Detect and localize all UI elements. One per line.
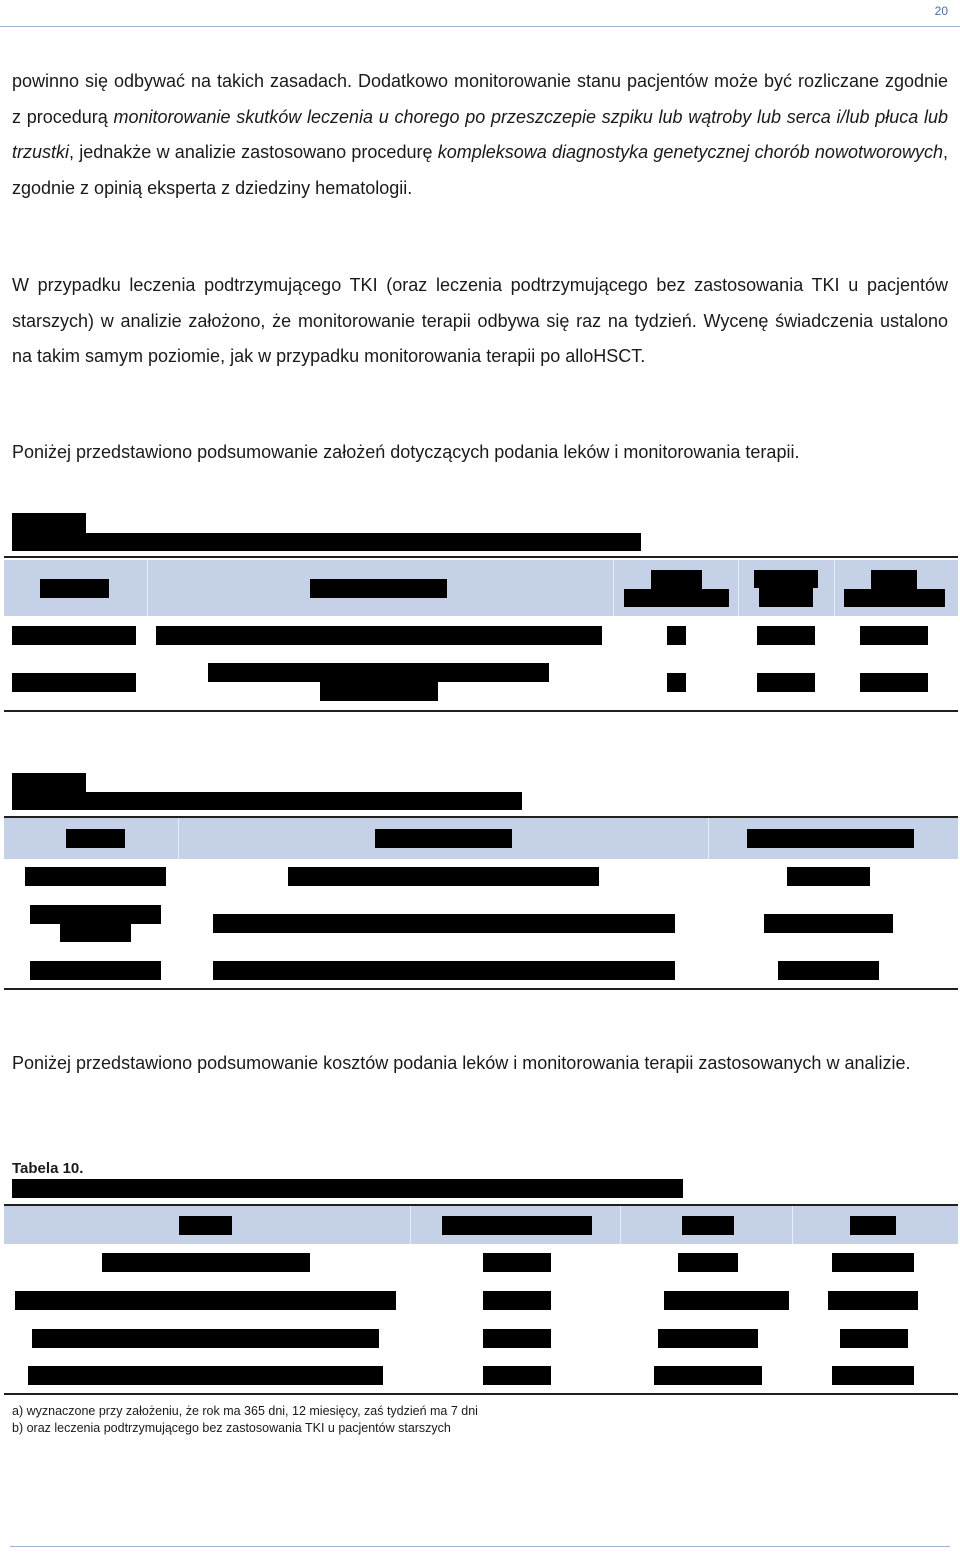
redacted-cell [664, 1291, 789, 1310]
redacted-cell [30, 905, 161, 924]
header-separator [792, 1206, 793, 1244]
header-separator [178, 818, 179, 859]
redacted-cell [15, 1291, 396, 1310]
table-10-caption: Tabela 10. [12, 1160, 84, 1177]
paragraph-tki-maintenance: W przypadku leczenia podtrzymującego TKI (oraz leczenia podtrzymującego bez zastosowania TKI u pacjentów starszych) w analizie założono, że monitorowanie terapii odbywa się raz na tydzień. Wycenę świadczenia ustalono na takim samym poziomie, jak w przypadku monitorowania terapii po alloHSCT. [12, 275, 948, 366]
redacted-cell [213, 914, 675, 933]
header-rule [0, 26, 960, 27]
redacted-cell [12, 673, 136, 692]
redacted-header-cell [754, 570, 818, 588]
redacted-header-cell [682, 1216, 734, 1235]
redacted-caption-title [12, 1179, 683, 1198]
redacted-cell [828, 1291, 918, 1310]
redacted-cell [288, 867, 599, 886]
redacted-cell [32, 1329, 379, 1348]
redacted-cell [25, 867, 166, 886]
redacted-cell [832, 1366, 914, 1385]
redacted-cell [832, 1253, 914, 1272]
footnote-b: b) oraz leczenia podtrzymującego bez zastosowania TKI u pacjentów starszych [12, 1421, 451, 1435]
redacted-header-cell [179, 1216, 232, 1235]
redacted-header-cell [844, 589, 945, 607]
p1-applied-procedure: kompleksowa diagnostyka genetycznej chorób nowotworowych [437, 142, 943, 162]
redacted-header-cell [871, 570, 917, 589]
redacted-cell [483, 1329, 551, 1348]
redacted-caption-title [12, 792, 522, 810]
redacted-header-cell [850, 1216, 896, 1235]
redacted-cell [787, 867, 870, 886]
redacted-cell [483, 1291, 551, 1310]
redacted-header-cell [624, 589, 729, 607]
redacted-cell [60, 923, 131, 942]
redacted-cell [483, 1366, 551, 1385]
paragraph-assumptions-intro: Poniżej przedstawiono podsumowanie założeń dotyczących podania leków i monitorowania terapii. [12, 442, 800, 462]
redacted-header-cell [442, 1216, 592, 1235]
redacted-cell [28, 1366, 383, 1385]
p1-procedure-name: monitorowanie skutków leczenia u chorego po przeszczepie szpiku lub wątroby lub serca i/lub płuca lub trzustki [12, 106, 948, 162]
redacted-cell [764, 914, 893, 933]
redacted-header-cell [759, 588, 813, 607]
header-separator [613, 560, 614, 616]
redacted-header-cell [66, 829, 125, 848]
header-separator [708, 818, 709, 859]
page-number: 20 [934, 4, 948, 18]
redacted-cell [840, 1329, 908, 1348]
redacted-cell [30, 961, 161, 980]
redacted-cell [667, 673, 686, 692]
header-separator [147, 560, 148, 616]
redacted-cell [208, 663, 549, 682]
redacted-cell [12, 626, 136, 645]
header-separator [620, 1206, 621, 1244]
redacted-cell [667, 626, 686, 645]
redacted-cell [757, 626, 815, 645]
redacted-cell [213, 961, 675, 980]
redacted-header-cell [747, 829, 914, 848]
header-separator [738, 560, 739, 616]
paragraph-monitoring-procedure [12, 64, 948, 206]
redacted-cell [778, 961, 879, 980]
header-separator [834, 560, 835, 616]
footer-rule [10, 1546, 950, 1547]
footnote-a: a) wyznaczone przy założeniu, że rok ma 365 dni, 12 miesięcy, zaś tydzień ma 7 dni [12, 1404, 478, 1418]
redacted-caption-title [12, 533, 641, 551]
redacted-cell [678, 1253, 738, 1272]
redacted-cell [757, 673, 815, 692]
redacted-cell [654, 1366, 762, 1385]
redacted-cell [860, 626, 928, 645]
table-bottom-rule [4, 988, 958, 990]
redacted-header-cell [375, 829, 512, 848]
table-bottom-rule [4, 710, 958, 712]
p1-text-c: , jednakże w analizie zastosowano procedurę [69, 142, 438, 162]
redacted-cell [860, 673, 928, 692]
redacted-cell [320, 682, 438, 701]
redacted-cell [483, 1253, 551, 1272]
table-top-rule [4, 556, 958, 558]
redacted-cell [102, 1253, 310, 1272]
p1-text-e: , zgodnie z opinią eksperta z dziedziny hematologii. [12, 142, 948, 198]
paragraph-costs-intro: Poniżej przedstawiono podsumowanie kosztów podania leków i monitorowania terapii zastosowanych w analizie. [12, 1053, 911, 1073]
redacted-header-cell [651, 570, 702, 589]
redacted-cell [156, 626, 602, 645]
table-bottom-rule [4, 1393, 958, 1395]
redacted-cell [658, 1329, 758, 1348]
redacted-header-cell [40, 579, 109, 598]
redacted-header-cell [310, 579, 447, 598]
p1-text-a: powinno się odbywać na takich zasadach. Dodatkowo monitorowanie stanu pacjentów może być rozliczane zgodnie z procedurą [12, 71, 948, 127]
header-separator [410, 1206, 411, 1244]
